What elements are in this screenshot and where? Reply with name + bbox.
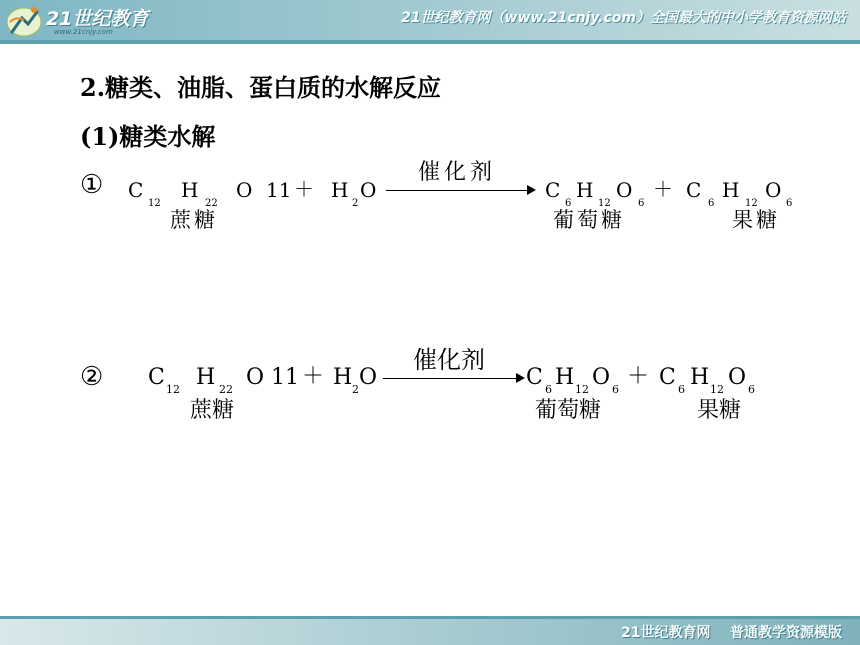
reactant2-o: O	[360, 178, 377, 202]
name-fructose: 果糖	[697, 398, 742, 423]
name-sucrose: 蔗糖	[190, 398, 235, 423]
product1-o-count: 6	[638, 198, 645, 209]
reactant2-o: O	[359, 365, 378, 390]
reactant1-c: C	[148, 365, 165, 390]
product1-h-count: 12	[598, 198, 611, 209]
reaction-arrow-line-2	[383, 378, 518, 379]
name-sucrose: 蔗糖	[170, 208, 218, 232]
product2-o: O	[765, 178, 782, 202]
subsection-heading: (1)糖类水解	[80, 122, 216, 151]
product1-o: O	[616, 178, 633, 202]
equation-1	[0, 178, 860, 238]
footer-template: 普通教学资源模版	[730, 625, 842, 641]
product1-c: C	[545, 178, 561, 202]
footer-label	[621, 622, 842, 642]
name-fructose: 果糖	[732, 208, 780, 232]
plus-sign-2: ＋	[653, 177, 673, 201]
plus-sign-1: ＋	[294, 177, 314, 201]
reactant1-c: C	[128, 178, 144, 202]
arrow-head-icon-1	[527, 185, 536, 195]
product2-c: C	[659, 365, 676, 390]
reactant1-h-count: 22	[219, 383, 233, 396]
name-glucose: 葡萄糖	[535, 398, 602, 423]
product2-h-count: 12	[710, 383, 724, 396]
reactant1-c-count: 12	[148, 198, 161, 209]
reactant2-h: H	[331, 178, 349, 202]
reactant1-h-count: 22	[205, 198, 218, 209]
footer-band	[0, 616, 860, 645]
logo-name: 21世纪教育	[46, 8, 149, 30]
plus-sign-1: ＋	[302, 364, 325, 389]
reactant1-c-count: 12	[166, 383, 180, 396]
catalyst-label-1: 催化剂	[418, 160, 497, 185]
reactant1-o-count: 11	[271, 365, 299, 390]
product2-c-count: 6	[708, 198, 715, 209]
product2-o-count: 6	[748, 383, 755, 396]
arrow-head-icon-2	[516, 373, 525, 383]
product1-o-count: 6	[612, 383, 619, 396]
reactant1-o-count: 11	[266, 178, 292, 202]
product2-h: H	[690, 365, 710, 390]
product2-o: O	[728, 365, 747, 390]
product2-h: H	[722, 178, 740, 202]
reactant1-h: H	[181, 178, 199, 202]
reactant2-h-count: 2	[352, 383, 359, 396]
equation-marker-1: ①	[80, 170, 104, 200]
product2-c: C	[686, 178, 702, 202]
product2-c-count: 6	[678, 383, 685, 396]
reactant1-o: O	[236, 178, 253, 202]
equation-marker-2: ②	[80, 362, 104, 392]
product1-c-count: 6	[545, 383, 552, 396]
product2-h-count: 12	[745, 198, 758, 209]
reaction-arrow-line-1	[386, 190, 528, 191]
plus-sign-2: ＋	[627, 364, 650, 389]
product1-h: H	[576, 178, 594, 202]
name-glucose: 葡萄糖	[553, 208, 625, 232]
header-band	[0, 0, 860, 44]
reactant2-h: H	[333, 365, 353, 390]
logo-url: www.21cnjy.com	[54, 28, 113, 36]
header-slogan: 21世纪教育网（www.21cnjy.com）全国最大的中小学教育资源网站	[401, 10, 846, 26]
catalyst-label-2: 催化剂	[413, 346, 485, 374]
product1-h-count: 12	[575, 383, 589, 396]
section-heading: 2.糖类、油脂、蛋白质的水解反应	[80, 73, 442, 102]
product1-c-count: 6	[565, 198, 572, 209]
product1-h: H	[555, 365, 575, 390]
product1-o: O	[592, 365, 611, 390]
footer-site: 21世纪教育网	[621, 625, 711, 641]
reactant1-o: O	[246, 365, 265, 390]
reactant1-h: H	[196, 365, 216, 390]
product2-o-count: 6	[786, 198, 793, 209]
reactant2-h-count: 2	[352, 198, 359, 209]
equation-2	[0, 366, 860, 430]
product1-c: C	[526, 365, 543, 390]
